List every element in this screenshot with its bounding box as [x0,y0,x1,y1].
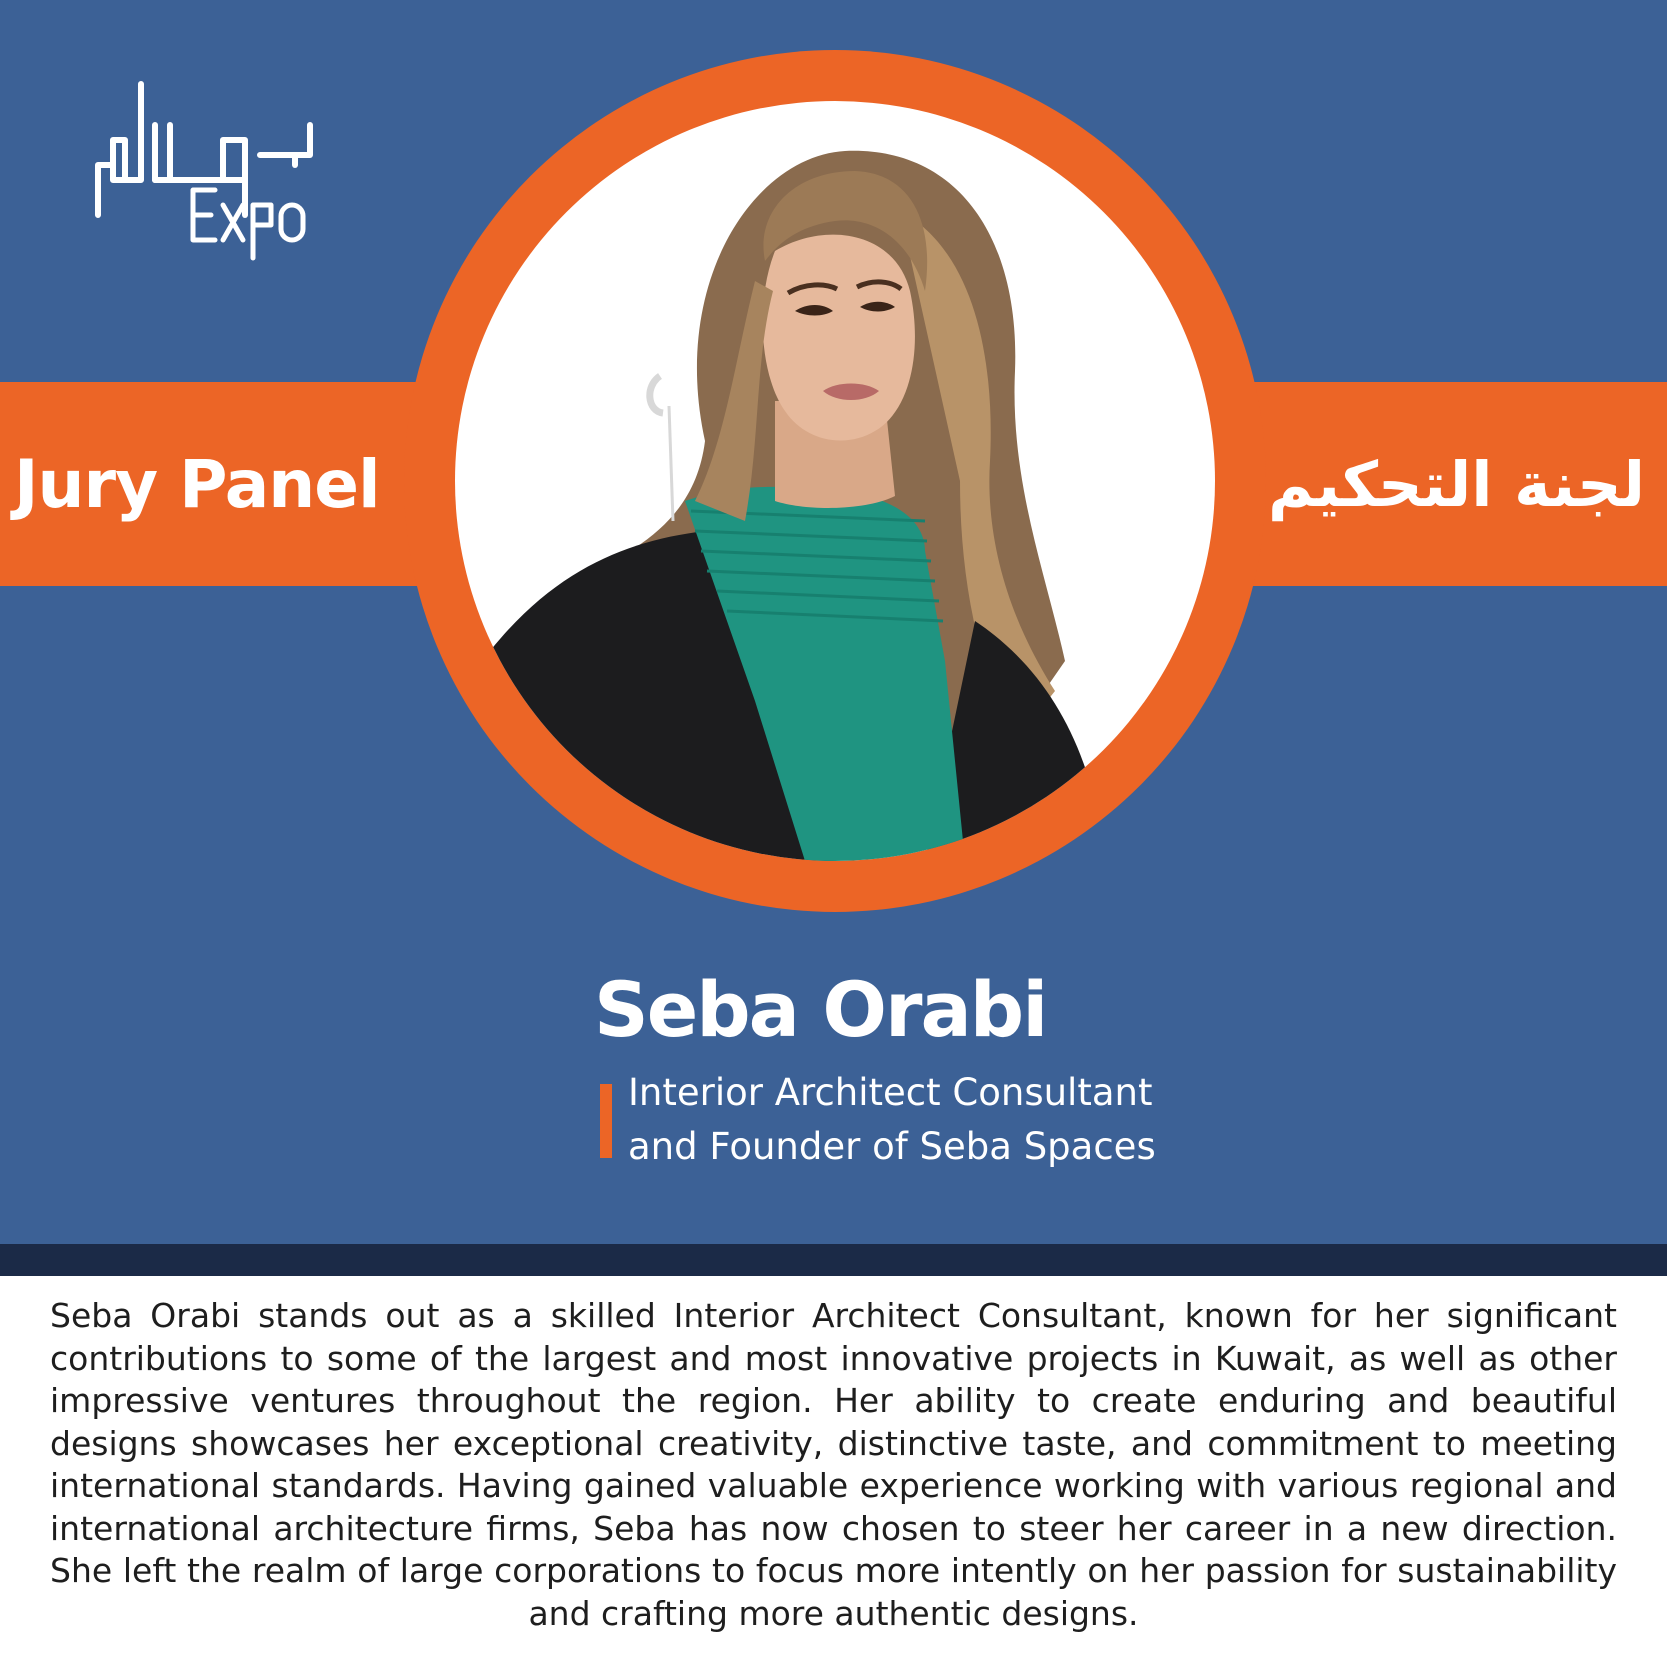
portrait-illustration [455,101,1215,861]
role-accent-bar [600,1084,612,1158]
role-line-1: Interior Architect Consultant [628,1071,1153,1114]
role-line-2: and Founder of Seba Spaces [628,1125,1156,1168]
portrait-photo [455,101,1215,861]
jury-member-bio: Seba Orabi stands out as a skilled Interior Architect Consultant, known for her significant contributions to some of the largest and most innovative projects in Kuwait, as well as other impressive ventures throughout the region. Her ability to create enduring and beautiful designs showcases her exceptional creativity, distinctive taste, and commitment to meeting international standards. Having gained valuable experience working with various regional and international architecture firms, Seba has now chosen to steer her career in a new direction. She left the realm of large corporations to focus more intently on her passion for sustainability and crafting more authentic designs. [50,1296,1617,1633]
jury-member-role [628,1066,1156,1174]
divider-band [0,1244,1667,1276]
jury-panel-label-arabic: لجنة التحكيم [1268,447,1645,521]
jury-member-name: Seba Orabi [594,965,1047,1054]
jury-panel-label: Jury Panel [14,445,380,523]
maram-expo-logo [95,80,335,280]
